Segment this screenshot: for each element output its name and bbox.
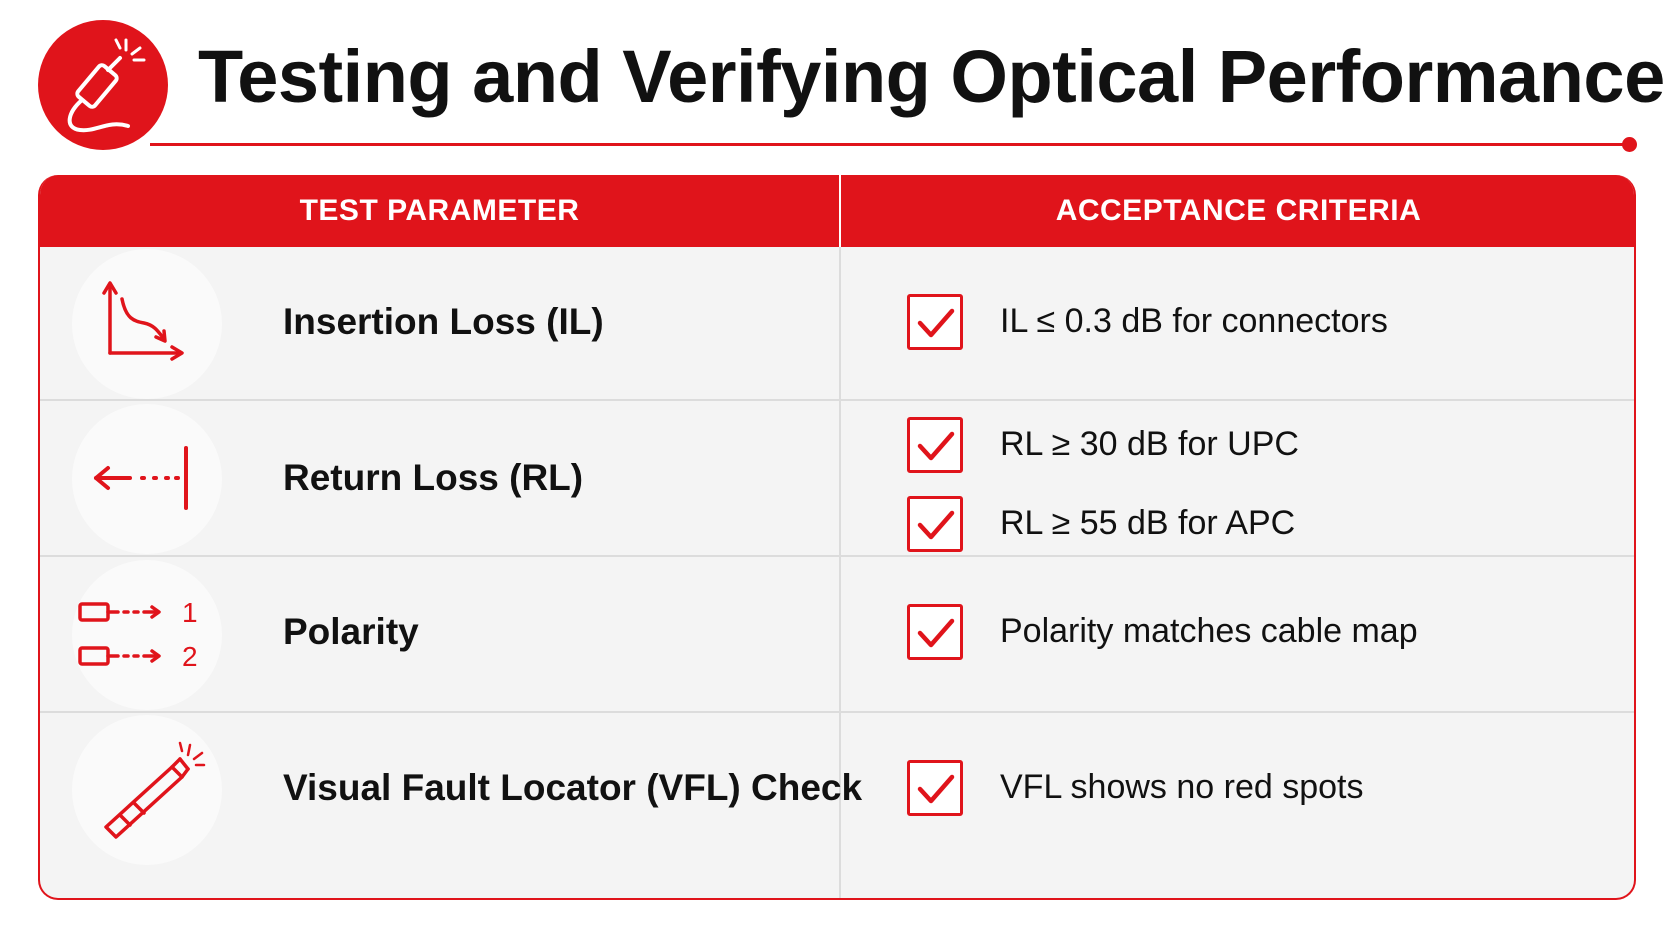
table-row-polarity <box>40 557 1634 713</box>
title-underline <box>150 143 1630 146</box>
loss-curve-icon <box>72 249 222 399</box>
checkbox <box>907 417 963 473</box>
checkmark-icon <box>916 507 956 543</box>
fiber-optic-connector-icon <box>38 20 168 150</box>
criteria-text: VFL shows no red spots <box>1000 768 1364 806</box>
parameter-label: Insertion Loss (IL) <box>283 301 604 342</box>
checkbox <box>907 604 963 660</box>
polarity-label-1: 1 <box>182 597 198 628</box>
criteria-text: RL ≥ 30 dB for UPC <box>1000 425 1299 463</box>
checkbox <box>907 760 963 816</box>
checkbox <box>907 496 963 552</box>
table-row-vfl-check <box>40 713 1634 900</box>
polarity-label-2: 2 <box>182 641 198 672</box>
table-row-return-loss <box>40 401 1634 557</box>
criteria-text: RL ≥ 55 dB for APC <box>1000 504 1296 542</box>
criteria-text: Polarity matches cable map <box>1000 612 1418 650</box>
checkmark-icon <box>916 615 956 651</box>
column-header-test-parameter: TEST PARAMETER <box>299 194 580 227</box>
checkmark-icon <box>916 771 956 807</box>
page-title: Testing and Verifying Optical Performance <box>198 35 1665 118</box>
table-row-insertion-loss <box>40 247 1634 401</box>
checkmark-icon <box>916 305 956 341</box>
vfl-pen-icon <box>72 715 222 865</box>
checkmark-icon <box>916 428 956 464</box>
criteria-text: IL ≤ 0.3 dB for connectors <box>1000 302 1388 340</box>
parameter-label: Visual Fault Locator (VFL) Check <box>283 767 863 808</box>
checkbox <box>907 294 963 350</box>
test-criteria-table <box>38 175 1636 900</box>
parameter-label: Polarity <box>283 611 419 652</box>
polarity-map-icon <box>72 560 222 710</box>
return-arrow-icon <box>72 404 222 554</box>
title-underline-dot <box>1622 137 1637 152</box>
table-header <box>40 175 1634 247</box>
parameter-label: Return Loss (RL) <box>283 457 584 498</box>
column-header-acceptance-criteria: ACCEPTANCE CRITERIA <box>1055 194 1422 227</box>
